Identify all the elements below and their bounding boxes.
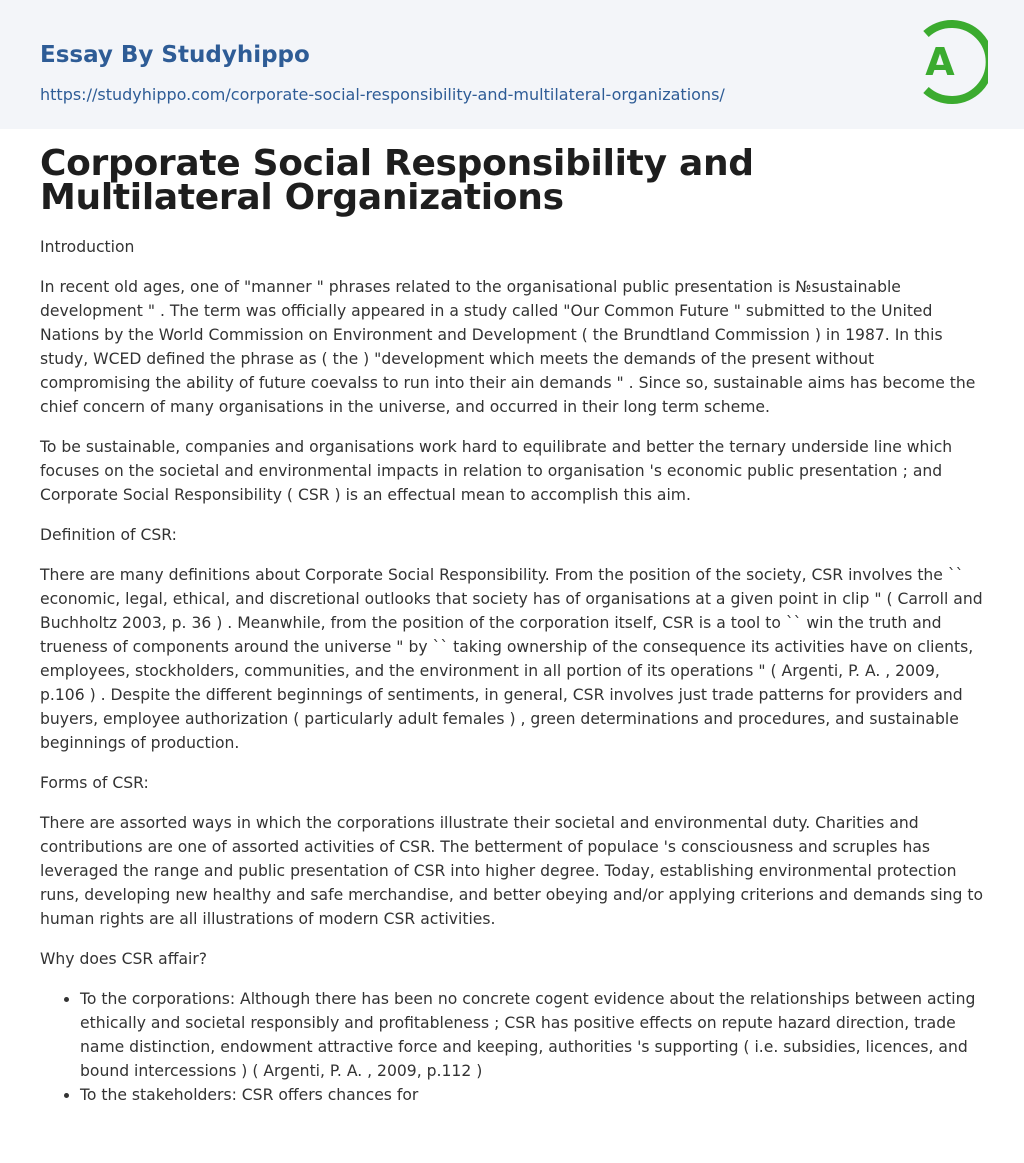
source-url-link[interactable]: https://studyhippo.com/corporate-social-responsibility-and-multilateral-organizations/ [40,85,725,104]
paragraph: There are assorted ways in which the corporations illustrate their societal and environmental duty. Charities and contributions are one of assorted activities of CSR. The betterment of populace 's consciousness and scruples has leveraged the range and public presentation of CSR into higher degree. Today, establishing environmental protection runs, developing new healthy and safe merchandise, and better obeying and/or applying criterions and demands sing to human rights are all illustrations of modern CSR activities. [40,814,984,928]
page-title: Corporate Social Responsibility and Multilateral Organizations [40,143,754,218]
paragraph: To be sustainable, companies and organisations work hard to equilibrate and better the ternary underside line which focuses on the societal and environmental impacts in relation to organisation 's economic public presentation ; and Corporate Social Responsibility ( CSR ) is an effectual mean to accomplish this aim. [40,438,953,504]
brand-title[interactable]: Essay By Studyhippo [40,42,310,68]
section-heading-introduction: Introduction [40,238,135,256]
bullet-list [80,987,984,1107]
paragraph: In recent old ages, one of "manner " phrases related to the organisational public presentation is №sustainable development " . The term was officially appeared in a study called "Our Common Future " submitted to the United Nations by the World Commission on Environment and Development ( the Brundtland Commission ) in 1987. In this study, WCED defined the phrase as ( the ) "development which meets the demands of the present without compromising the ability of future coevalss to run into their ain demands " . Since so, sustainable aims has become the chief concern of many organisations in the universe, and occurred in their long term scheme. [40,278,976,416]
section-heading-why: Why does CSR affair? [40,950,208,968]
section-heading-definition: Definition of CSR: [40,526,177,544]
site-header [0,0,1024,129]
article [40,143,984,1107]
list-item: • To the corporations: Although there has been no concrete cogent evidence about the relationships between acting ethically and societal responsibly and profitableness ; CSR has positive effects on repute hazard direction, trade name distinction, endowment attractive force and keeping, authorities 's supporting ( i.e. subsidies, licences, and bound intercessions ) ( Argenti, P. A. , 2009, p.112 ) [80,987,984,1083]
list-item: • To the stakeholders: CSR offers chances for [80,1083,984,1107]
studyhippo-logo-icon[interactable] [912,18,988,106]
logo-letter: A [925,40,955,84]
paragraph: There are many definitions about Corporate Social Responsibility. From the position of the society, CSR involves the `` economic, legal, ethical, and discretional outlooks that society has of organisations at a given point in clip " ( Carroll and Buchholtz 2003, p. 36 ) . Meanwhile, from the position of the corporation itself, CSR is a tool to `` win the truth and trueness of components around the universe " by `` taking ownership of the consequence its activities have on clients, employees, stockholders, communities, and the environment in all portion of its operations " ( Argenti, P. A. , 2009, p.106 ) . Despite the different beginnings of sentiments, in general, CSR involves just trade patterns for providers and buyers, employee authorization ( particularly adult females ) , green determinations and procedures, and sustainable beginnings of production. [40,566,983,752]
section-heading-forms: Forms of CSR: [40,774,149,792]
